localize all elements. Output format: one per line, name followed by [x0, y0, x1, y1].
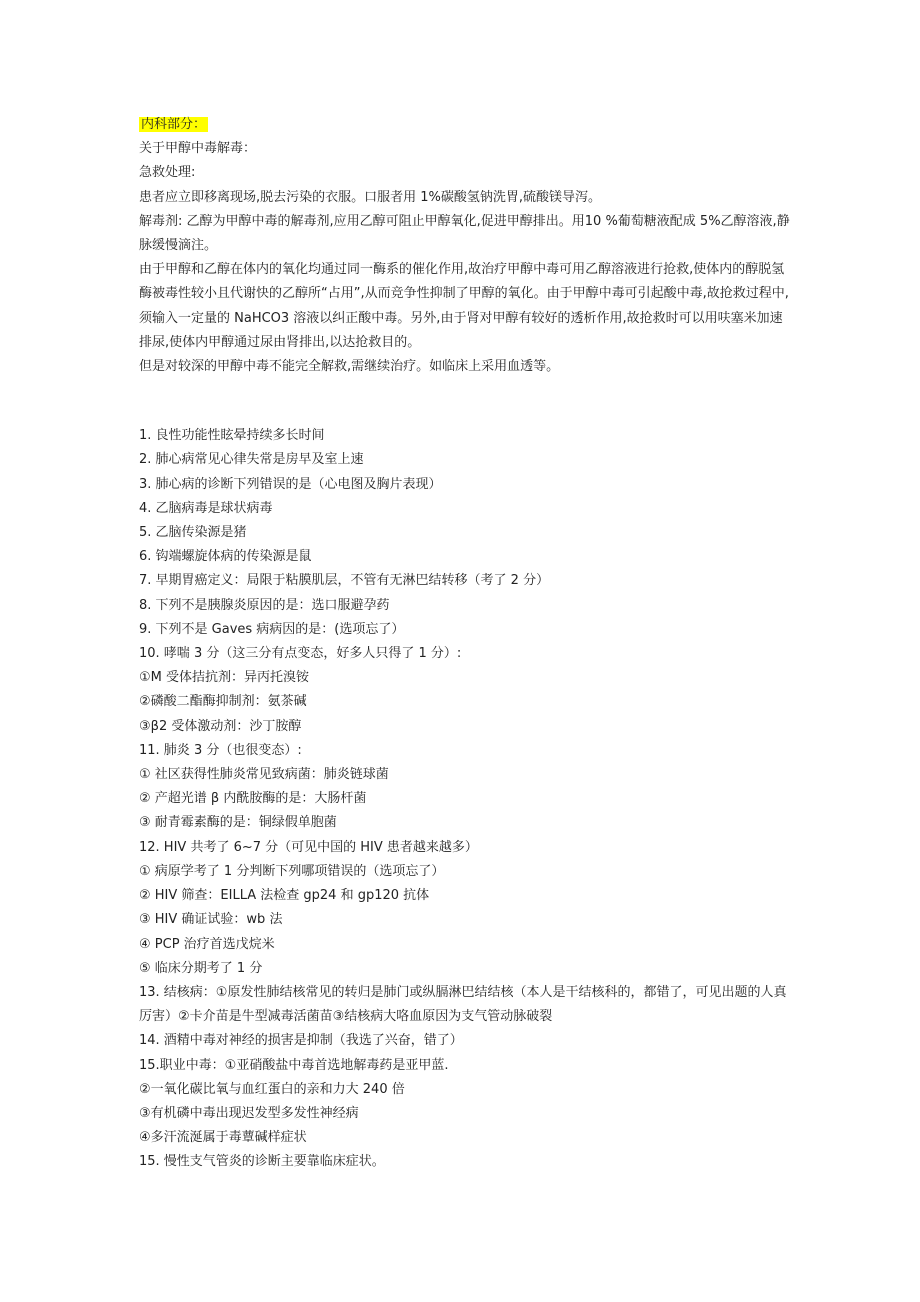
- document-body: [139, 113, 791, 1175]
- intro-line: 但是对较深的甲醇中毒不能完全解救,需继续治疗。如临床上采用血透等。: [139, 359, 560, 375]
- list-item: 8. 下列不是胰腺炎原因的是：选口服避孕药: [139, 597, 390, 613]
- list-subitem: ② 产超光谱 β 内酰胺酶的是：大肠杆菌: [139, 791, 367, 807]
- list-subitem: ②磷酸二酯酶抑制剂：氨茶碱: [139, 694, 307, 710]
- list-subitem: ⑤ 临床分期考了 1 分: [139, 960, 263, 976]
- list-subitem: ② HIV 筛查：EILLA 法检查 gp24 和 gp120 抗体: [139, 888, 430, 904]
- spacer: [139, 379, 791, 424]
- section-title: 内科部分：: [141, 117, 207, 132]
- list-item: 11. 肺炎 3 分（也很变态）:: [139, 742, 302, 758]
- intro-line: 患者应立即移离现场,脱去污染的衣服。口服者用 1%碳酸氢钠洗胃,硫酸镁导泻。: [139, 189, 602, 205]
- intro-line: 关于甲醇中毒解毒：: [139, 141, 257, 157]
- list-item: 4. 乙脑病毒是球状病毒: [139, 500, 273, 516]
- list-subitem: ③ 耐青霉素酶的是：铜绿假单胞菌: [139, 815, 337, 831]
- list-subitem: ① 社区获得性肺炎常见致病菌：肺炎链球菌: [139, 767, 389, 783]
- list-item: 1. 良性功能性眩晕持续多长时间: [139, 428, 325, 444]
- intro-line: 急救处理:: [139, 165, 196, 181]
- section-title-line: [139, 113, 791, 137]
- list-item: 10. 哮喘 3 分（这三分有点变态，好多人只得了 1 分）:: [139, 646, 462, 662]
- list-subitem: ④ PCP 治疗首选戊烷米: [139, 936, 275, 952]
- list-item: 12. HIV 共考了 6~7 分（可见中国的 HIV 患者越来越多）: [139, 839, 478, 855]
- list-subitem: ③有机磷中毒出现迟发型多发性神经病: [139, 1105, 359, 1121]
- list-subitem: ④多汗流涎属于毒蕈碱样症状: [139, 1130, 307, 1146]
- list-subitem: ②一氧化碳比氧与血红蛋白的亲和力大 240 倍: [139, 1081, 405, 1097]
- list-item: 15.职业中毒：①亚硝酸盐中毒首选地解毒药是亚甲蓝.: [139, 1057, 449, 1073]
- list-subitem: ③ HIV 确证试验：wb 法: [139, 912, 283, 928]
- list-item: 5. 乙脑传染源是猪: [139, 525, 247, 541]
- list-item: 2. 肺心病常见心律失常是房早及室上速: [139, 452, 364, 468]
- intro-paragraph: 由于甲醇和乙醇在体内的氧化均通过同一酶系的催化作用,故治疗甲醇中毒可用乙醇溶液进行抢救,使体内的醇脱氢酶被毒性较小且代谢快的乙醇所“占用”,从而竞争性抑制了甲醇的氧化。由于甲醇中毒可引起酸中毒,故抢救过程中,须输入一定量的 NaHCO3 溶液以纠正酸中毒。另外,由于肾对甲醇有较好的透析作用,故抢救时可以用呋塞米加速排尿,使体内甲醇通过尿由肾排出,以达抢救目的。: [139, 262, 789, 350]
- list-item: 9. 下列不是 Gaves 病病因的是：(选项忘了）: [139, 621, 405, 637]
- list-subitem: ③β2 受体激动剂：沙丁胺醇: [139, 718, 302, 734]
- list-item: 13. 结核病：①原发性肺结核常见的转归是肺门或纵膈淋巴结结核（本人是干结核科的，都错了，可见出题的人真厉害）②卡介苗是牛型减毒活菌苗③结核病大咯血原因为支气管动脉破裂: [139, 984, 787, 1025]
- list-item: 3. 肺心病的诊断下列错误的是（心电图及胸片表现）: [139, 476, 442, 492]
- list-subitem: ① 病原学考了 1 分判断下列哪项错误的（选项忘了）: [139, 863, 445, 879]
- list-item: 7. 早期胃癌定义：局限于粘膜肌层，不管有无淋巴结转移（考了 2 分）: [139, 573, 550, 589]
- list-item: 15. 慢性支气管炎的诊断主要靠临床症状。: [139, 1154, 385, 1170]
- list-item: 6. 钩端螺旋体病的传染源是鼠: [139, 549, 312, 565]
- list-subitem: ①M 受体拮抗剂：异丙托溴铵: [139, 670, 310, 686]
- list-item: 14. 酒精中毒对神经的损害是抑制（我选了兴奋，错了）: [139, 1033, 463, 1049]
- intro-paragraph: 解毒剂: 乙醇为甲醇中毒的解毒剂,应用乙醇可阻止甲醇氧化,促进甲醇排出。用10 %葡萄糖液配成 5%乙醇溶液,静脉缓慢滴注。: [139, 213, 790, 254]
